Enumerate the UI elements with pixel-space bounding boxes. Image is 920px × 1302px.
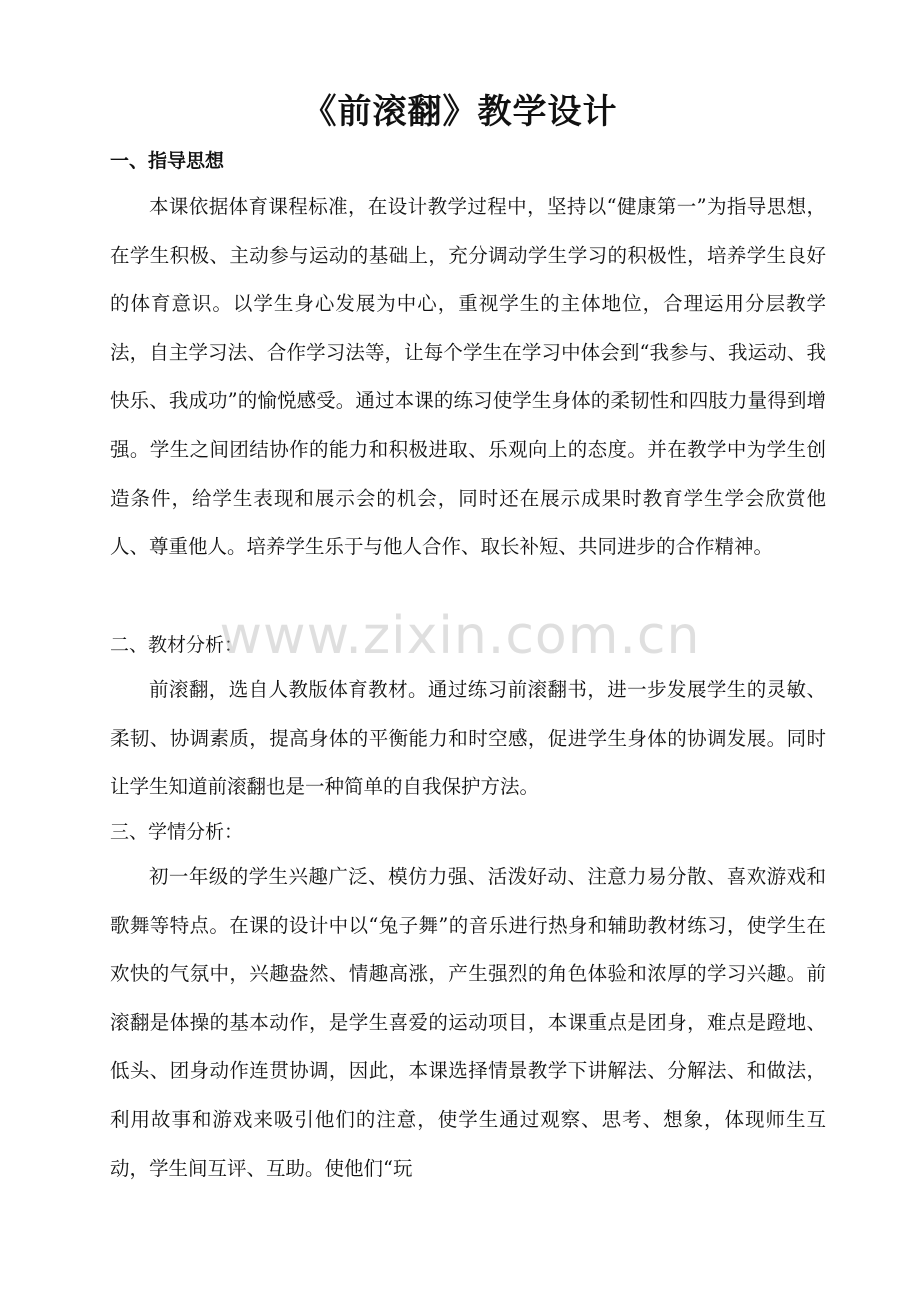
section-body-guiding-ideology: 本课依据体育课程标准，在设计教学过程中，坚持以“健康第一”为指导思想，在学生积极、主动参与运动的基础上，充分调动学生学习的积极性，培养学生良好的体育意识。以学生身心发展为中心，重视学生的主体地位，合理运用分层教学法，自主学习法、合作学习法等，让每个学生在学习中体会到“我参与、我运动、我快乐、我成功”的愉悦感受。通过本课的练习使学生身体的柔韧性和四肢力量得到增强。学生之间团结协作的能力和积极进取、乐观向上的态度。并在教学中为学生创造条件，给学生表现和展示会的机会，同时还在展示成果时教育学生学会欣赏他人、尊重他人。培养学生乐于与他人合作、取长补短、共同进步的合作精神。 (110, 195, 826, 559)
section-body-learner-analysis: 初一年级的学生兴趣广泛、模仿力强、活泼好动、注意力易分散、喜欢游戏和歌舞等特点。在课的设计中以“兔子舞”的音乐进行热身和辅助教材练习，使学生在欢快的气氛中，兴趣盎然、情趣高涨，产生强烈的角色体验和浓厚的学习兴趣。前滚翻是体操的基本动作，是学生喜爱的运动项目，本课重点是团身，难点是蹬地、低头、团身动作连贯协调，因此，本课选择情景教学下讲解法、分解法、和做法，利用故事和游戏来吸引他们的注意，使学生通过观察、思考、想象，体现师生互动，学生间互评、互助。使他们“玩 (110, 865, 826, 1180)
document-title: 《前滚翻》教学设计 (302, 92, 618, 132)
section-heading-learner-analysis: 三、学情分析： (110, 821, 244, 843)
watermark-text: www.zixin.com.cn (219, 606, 701, 666)
section-heading-material-analysis: 二、教材分析： (110, 634, 244, 656)
section-heading-guiding-ideology: 一、指导思想 (110, 150, 225, 172)
section-body-material-analysis: 前滚翻，选自人教版体育教材。通过练习前滚翻书，进一步发展学生的灵敏、柔韧、协调素质，提高身体的平衡能力和时空感，促进学生身体的协调发展。同时让学生知道前滚翻也是一种简单的自我保护方法。 (110, 678, 826, 799)
